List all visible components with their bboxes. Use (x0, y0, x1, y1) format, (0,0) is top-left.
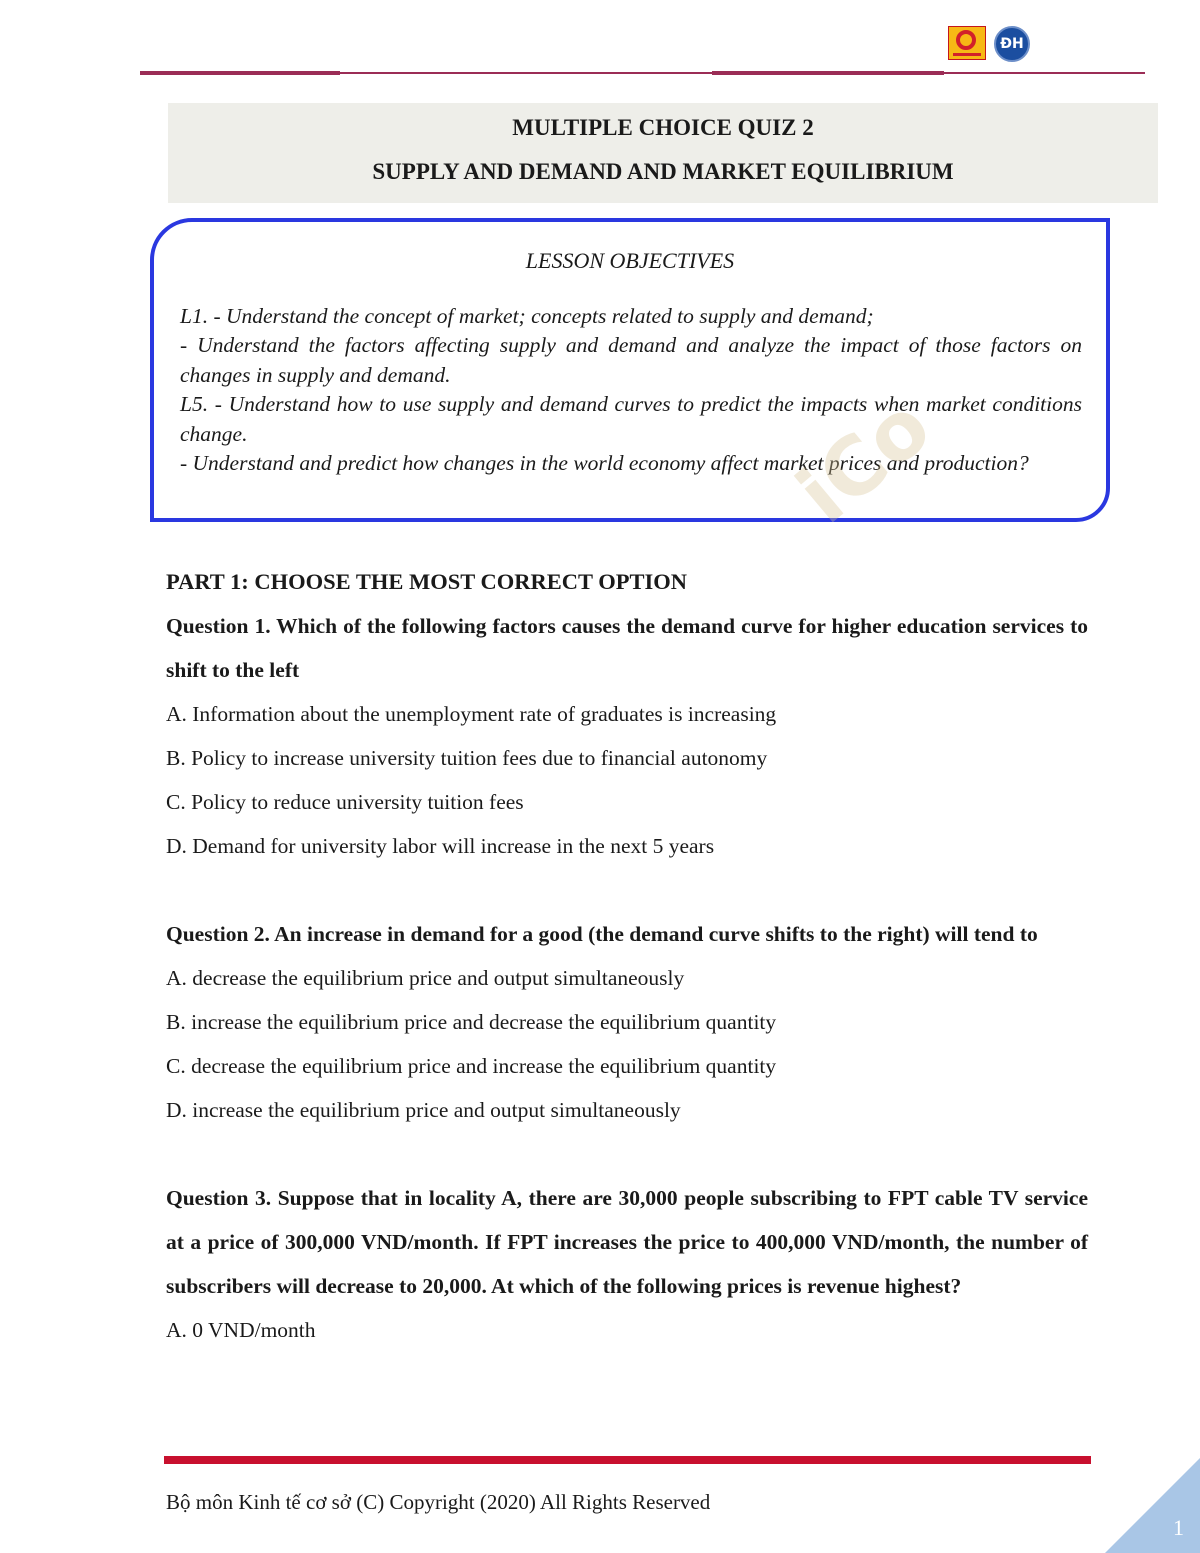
header-logos (948, 26, 1030, 62)
spacer (166, 868, 1088, 912)
question-1-option-b: B. Policy to increase university tuition fees due to financial autonomy (166, 746, 768, 770)
quiz-content (166, 560, 1088, 1352)
question-2: Question 2. An increase in demand for a good (the demand curve shifts to the right) will tend to (166, 922, 1038, 946)
question-3: Question 3. Suppose that in locality A, there are 30,000 people subscribing to FPT cable TV service at a price of 300,000 VND/month. If FPT increases the price to 400,000 VND/month, the number of subscribers will decrease to 20,000. At which of the following prices is revenue highest? (166, 1186, 1088, 1298)
question-2-option-c: C. decrease the equilibrium price and increase the equilibrium quantity (166, 1054, 777, 1078)
question-3-option-a: A. 0 VND/month (166, 1318, 316, 1342)
quiz-title: MULTIPLE CHOICE QUIZ 2 (512, 115, 814, 140)
objective-item: L1. - Understand the concept of market; concepts related to supply and demand; (180, 304, 874, 328)
page-number: 1 (1173, 1515, 1184, 1540)
title-box (168, 103, 1158, 203)
question-1-option-d: D. Demand for university labor will increase in the next 5 years (166, 834, 715, 858)
footer-copyright: Bộ môn Kinh tế cơ sở (C) Copyright (2020) All Rights Reserved (166, 1490, 711, 1514)
spacer (166, 1132, 1088, 1176)
question-2-option-b: B. increase the equilibrium price and decrease the equilibrium quantity (166, 1010, 777, 1034)
page-corner-triangle (1105, 1458, 1200, 1553)
footer-rule (164, 1456, 1091, 1464)
quiz-subtitle: SUPPLY AND DEMAND AND MARKET EQUILIBRIUM (372, 159, 954, 184)
part-title: PART 1: CHOOSE THE MOST CORRECT OPTION (166, 569, 687, 594)
question-1: Question 1. Which of the following factors causes the demand curve for higher education services to shift to the left (166, 614, 1088, 682)
university-seal-icon (994, 26, 1030, 62)
question-2-option-a: A. decrease the equilibrium price and output simultaneously (166, 966, 685, 990)
objective-item: L5. - Understand how to use supply and demand curves to predict the impacts when market conditions change. (180, 392, 1082, 446)
lesson-objectives-box (150, 218, 1110, 522)
question-1-option-c: C. Policy to reduce university tuition fees (166, 790, 524, 814)
objective-item: - Understand and predict how changes in the world economy affect market prices and production? (180, 451, 1029, 476)
seal-text: ĐH (1000, 36, 1024, 52)
header-rule-accent-left (140, 71, 340, 75)
question-1-option-a: A. Information about the unemployment rate of graduates is increasing (166, 702, 777, 726)
objective-item: - Understand the factors affecting supply and demand and analyze the impact of those factors on changes in supply and demand. (180, 333, 1082, 387)
question-2-option-d: D. increase the equilibrium price and output simultaneously (166, 1098, 681, 1122)
header-rule-accent-right (712, 71, 944, 75)
objectives-heading: LESSON OBJECTIVES (525, 248, 735, 273)
watermark: iCo (780, 379, 948, 542)
university-logo-icon (948, 26, 986, 60)
